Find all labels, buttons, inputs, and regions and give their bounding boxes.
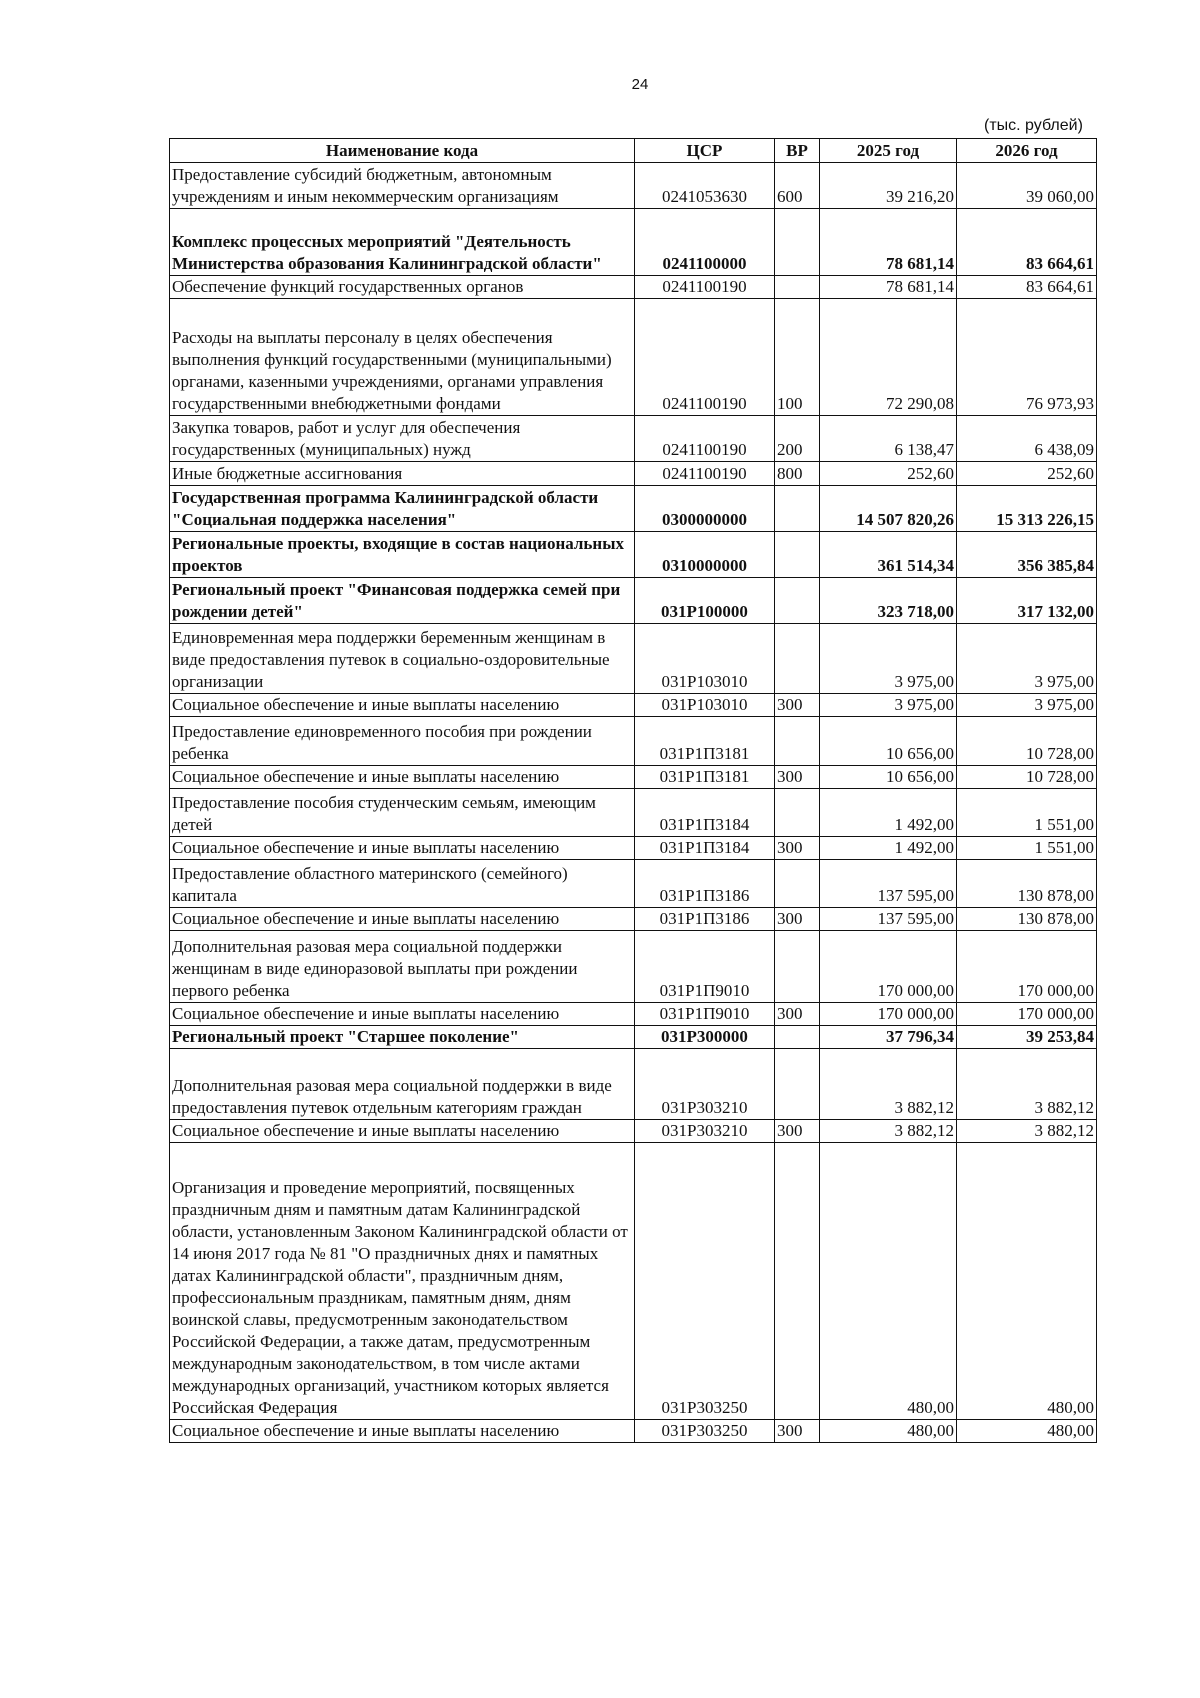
cell-name: Социальное обеспечение и иные выплаты населению [170,837,635,860]
cell-csr: 031P1П3184 [635,789,775,837]
cell-csr: 031P1П3181 [635,766,775,789]
cell-vr [775,1143,820,1420]
cell-name: Региональный проект "Финансовая поддержка семей при рождении детей" [170,578,635,624]
cell-2025: 480,00 [820,1143,957,1420]
table-row [170,1003,1097,1026]
table-row [170,1143,1097,1420]
cell-vr: 300 [775,837,820,860]
cell-name: Закупка товаров, работ и услуг для обеспечения государственных (муниципальных) нужд [170,416,635,462]
cell-2026: 39 253,84 [957,1026,1097,1049]
cell-csr: 0241100190 [635,416,775,462]
cell-name: Региональные проекты, входящие в состав национальных проектов [170,532,635,578]
table-header-row [170,139,1097,163]
units-label: (тыс. рублей) [984,117,1083,134]
cell-2026: 83 664,61 [957,209,1097,276]
cell-2025: 3 882,12 [820,1120,957,1143]
cell-csr: 031P1П3186 [635,860,775,908]
cell-2026: 356 385,84 [957,532,1097,578]
cell-name: Социальное обеспечение и иные выплаты населению [170,1420,635,1443]
cell-vr [775,860,820,908]
header-vr: ВР [775,139,820,163]
cell-vr: 300 [775,1420,820,1443]
cell-vr: 300 [775,766,820,789]
cell-vr [775,486,820,532]
cell-vr [775,1049,820,1120]
cell-csr: 031P1П9010 [635,931,775,1003]
cell-2026: 1 551,00 [957,789,1097,837]
cell-name: Единовременная мера поддержки беременным женщинам в виде предоставления путевок в социально-оздоровительные организации [170,624,635,694]
cell-csr: 031P100000 [635,578,775,624]
cell-name: Социальное обеспечение и иные выплаты населению [170,908,635,931]
cell-vr: 300 [775,908,820,931]
cell-csr: 0241100000 [635,209,775,276]
cell-2026: 3 882,12 [957,1120,1097,1143]
cell-2025: 14 507 820,26 [820,486,957,532]
cell-csr: 031P300000 [635,1026,775,1049]
cell-2025: 10 656,00 [820,766,957,789]
cell-csr: 031P103010 [635,694,775,717]
cell-name: Дополнительная разовая мера социальной поддержки в виде предоставления путевок отдельным категориям граждан [170,1049,635,1120]
cell-csr: 031P303210 [635,1120,775,1143]
header-name: Наименование кода [170,139,635,163]
cell-name: Социальное обеспечение и иные выплаты населению [170,766,635,789]
table-row [170,532,1097,578]
cell-vr [775,789,820,837]
cell-vr: 100 [775,299,820,416]
table-row [170,1049,1097,1120]
cell-csr: 031P303210 [635,1049,775,1120]
cell-csr: 031P303250 [635,1420,775,1443]
cell-csr: 031P1П3181 [635,717,775,766]
table-row [170,163,1097,209]
cell-2025: 37 796,34 [820,1026,957,1049]
cell-2026: 76 973,93 [957,299,1097,416]
cell-name: Предоставление областного материнского (семейного) капитала [170,860,635,908]
cell-2025: 1 492,00 [820,789,957,837]
cell-2025: 137 595,00 [820,908,957,931]
cell-vr [775,624,820,694]
cell-vr [775,578,820,624]
table-row [170,416,1097,462]
cell-2026: 1 551,00 [957,837,1097,860]
cell-name: Иные бюджетные ассигнования [170,462,635,486]
cell-2026: 15 313 226,15 [957,486,1097,532]
cell-2025: 10 656,00 [820,717,957,766]
cell-vr [775,532,820,578]
cell-2025: 3 882,12 [820,1049,957,1120]
table-row [170,694,1097,717]
table-row [170,908,1097,931]
cell-vr [775,209,820,276]
cell-2026: 3 975,00 [957,624,1097,694]
cell-csr: 0300000000 [635,486,775,532]
cell-csr: 0241100190 [635,462,775,486]
cell-vr [775,717,820,766]
table-row [170,624,1097,694]
cell-2025: 170 000,00 [820,931,957,1003]
cell-2026: 39 060,00 [957,163,1097,209]
cell-name: Дополнительная разовая мера социальной поддержки женщинам в виде единоразовой выплаты при рождении первого ребенка [170,931,635,1003]
cell-2025: 3 975,00 [820,694,957,717]
table-row [170,717,1097,766]
table-row [170,766,1097,789]
cell-vr: 200 [775,416,820,462]
cell-2026: 3 975,00 [957,694,1097,717]
table-row [170,789,1097,837]
cell-2025: 323 718,00 [820,578,957,624]
cell-2026: 6 438,09 [957,416,1097,462]
cell-2025: 170 000,00 [820,1003,957,1026]
cell-name: Государственная программа Калининградской области "Социальная поддержка населения" [170,486,635,532]
cell-name: Предоставление единовременного пособия при рождении ребенка [170,717,635,766]
cell-vr [775,276,820,299]
cell-2026: 252,60 [957,462,1097,486]
cell-2026: 3 882,12 [957,1049,1097,1120]
cell-2026: 10 728,00 [957,717,1097,766]
cell-2025: 3 975,00 [820,624,957,694]
cell-name: Социальное обеспечение и иные выплаты населению [170,694,635,717]
cell-name: Предоставление субсидий бюджетным, автономным учреждениям и иным некоммерческим организациям [170,163,635,209]
cell-2025: 480,00 [820,1420,957,1443]
cell-vr: 800 [775,462,820,486]
cell-2026: 480,00 [957,1143,1097,1420]
cell-2026: 130 878,00 [957,908,1097,931]
table-row [170,1120,1097,1143]
cell-vr [775,931,820,1003]
cell-csr: 0241053630 [635,163,775,209]
cell-csr: 031P303250 [635,1143,775,1420]
table-row [170,486,1097,532]
cell-2025: 361 514,34 [820,532,957,578]
cell-2026: 480,00 [957,1420,1097,1443]
cell-2026: 10 728,00 [957,766,1097,789]
table-row [170,931,1097,1003]
cell-name: Организация и проведение мероприятий, посвященных праздничным дням и памятным датам Калининградской области, установленным Законом Калининградской области от 14 июня 2017 года № 81 "О праздничных днях и памятных датах Калининградской области", праздничным дням, профессиональным праздникам, памятным дням, дням воинской славы, предусмотренным законодательством Российской Федерации, а также датам, предусмотренным международным законодательством, в том числе актами международных организаций, участником которых является Российская Федерация [170,1143,635,1420]
cell-2025: 6 138,47 [820,416,957,462]
cell-2025: 137 595,00 [820,860,957,908]
cell-vr: 600 [775,163,820,209]
cell-vr: 300 [775,694,820,717]
cell-csr: 0241100190 [635,299,775,416]
table-row [170,578,1097,624]
cell-2026: 83 664,61 [957,276,1097,299]
table-row [170,1026,1097,1049]
cell-2025: 78 681,14 [820,209,957,276]
cell-name: Социальное обеспечение и иные выплаты населению [170,1003,635,1026]
cell-2025: 39 216,20 [820,163,957,209]
cell-name: Региональный проект "Старшее поколение" [170,1026,635,1049]
table-row [170,1420,1097,1443]
cell-2026: 130 878,00 [957,860,1097,908]
cell-csr: 031P1П3184 [635,837,775,860]
table-row [170,209,1097,276]
cell-name: Социальное обеспечение и иные выплаты населению [170,1120,635,1143]
cell-csr: 031P1П9010 [635,1003,775,1026]
cell-vr [775,1026,820,1049]
table-row [170,860,1097,908]
cell-2025: 72 290,08 [820,299,957,416]
table-row [170,837,1097,860]
cell-csr: 031P1П3186 [635,908,775,931]
header-2026: 2026 год [957,139,1097,163]
cell-vr: 300 [775,1003,820,1026]
cell-2026: 170 000,00 [957,1003,1097,1026]
header-2025: 2025 год [820,139,957,163]
header-csr: ЦСР [635,139,775,163]
cell-2025: 252,60 [820,462,957,486]
cell-2025: 1 492,00 [820,837,957,860]
table-row [170,462,1097,486]
cell-name: Расходы на выплаты персоналу в целях обеспечения выполнения функций государственными (муниципальными) органами, казенными учреждениями, органами управления государственными внебюджетными фондами [170,299,635,416]
table-row [170,276,1097,299]
budget-table [169,138,1097,1443]
cell-2025: 78 681,14 [820,276,957,299]
cell-csr: 0310000000 [635,532,775,578]
table-row [170,299,1097,416]
cell-csr: 0241100190 [635,276,775,299]
page-number: 24 [631,76,649,93]
cell-name: Комплекс процессных мероприятий "Деятельность Министерства образования Калининградской области" [170,209,635,276]
cell-2026: 170 000,00 [957,931,1097,1003]
cell-name: Обеспечение функций государственных органов [170,276,635,299]
cell-2026: 317 132,00 [957,578,1097,624]
cell-vr: 300 [775,1120,820,1143]
cell-name: Предоставление пособия студенческим семьям, имеющим детей [170,789,635,837]
cell-csr: 031P103010 [635,624,775,694]
